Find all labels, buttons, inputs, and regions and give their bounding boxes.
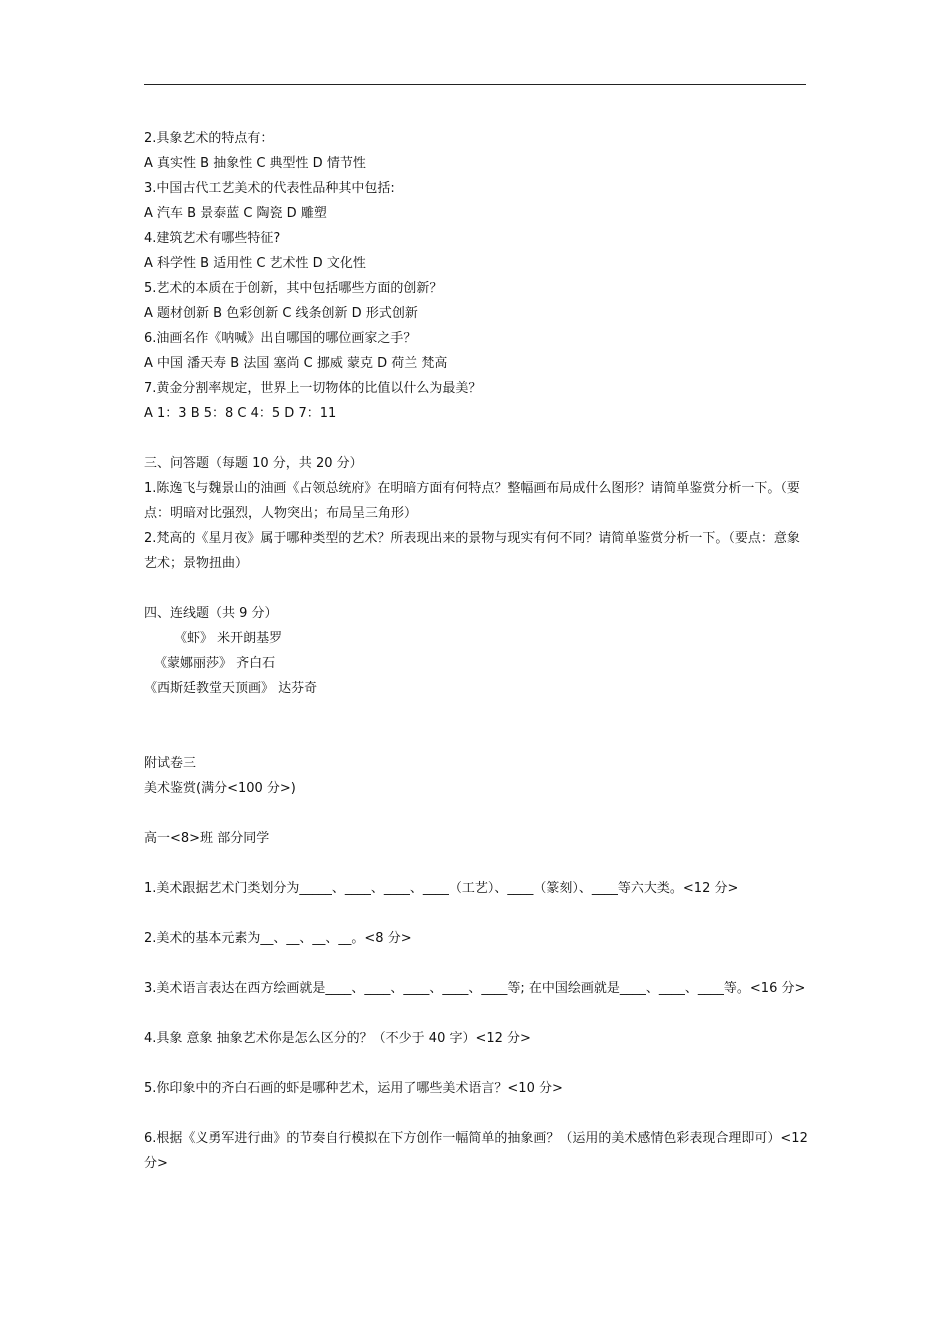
spacer — [144, 726, 808, 751]
question-7-options: A 1：3 B 5：8 C 4：5 D 7：11 — [144, 406, 337, 421]
spacer — [144, 851, 808, 876]
appendix-subtitle: 美术鉴赏(满分<100 分>) — [144, 781, 296, 796]
class-line: 高一<8>班 部分同学 — [144, 831, 270, 846]
spacer — [144, 1001, 808, 1026]
spacer — [144, 576, 808, 601]
matching-row-3: 《西斯廷教堂天顶画》 达芬奇 — [144, 681, 318, 696]
spacer — [144, 1051, 808, 1076]
appendix-question-1: 1.美术跟据艺术门类划分为_____、____、____、____（工艺）、____（篆刻）、____等六大类。<12 分> — [144, 881, 739, 896]
spacer — [144, 951, 808, 976]
document-body — [144, 126, 808, 1176]
header-rule — [144, 84, 806, 85]
question-2-options: A 真实性 B 抽象性 C 典型性 D 情节性 — [144, 156, 366, 171]
spacer — [144, 801, 808, 826]
appendix-question-6: 6.根据《义勇军进行曲》的节奏自行模拟在下方创作一幅简单的抽象画？（运用的美术感情色彩表现合理即可）<12 分> — [144, 1131, 808, 1171]
question-3: 3.中国古代工艺美术的代表性品种其中包括: — [144, 181, 395, 196]
spacer — [144, 1101, 808, 1126]
appendix-question-5: 5.你印象中的齐白石画的虾是哪种艺术，运用了哪些美术语言？<10 分> — [144, 1081, 563, 1096]
question-5-options: A 题材创新 B 色彩创新 C 线条创新 D 形式创新 — [144, 306, 418, 321]
question-4: 4.建筑艺术有哪些特征? — [144, 231, 281, 246]
appendix-question-3: 3.美术语言表达在西方绘画就是____、____、____、____、____等; 在中国绘画就是____、____、____等。<16 分> — [144, 981, 806, 996]
question-6-options: A 中国 潘天寿 B 法国 塞尚 C 挪威 蒙克 D 荷兰 梵高 — [144, 356, 448, 371]
question-6: 6.油画名作《呐喊》出自哪国的哪位画家之手？ — [144, 331, 417, 346]
spacer — [144, 426, 808, 451]
section-3-title: 三、问答题（每题 10 分，共 20 分） — [144, 456, 363, 471]
spacer — [144, 901, 808, 926]
question-5: 5.艺术的本质在于创新，其中包括哪些方面的创新？ — [144, 281, 443, 296]
spacer — [144, 701, 808, 726]
appendix-question-4: 4.具象 意象 抽象艺术你是怎么区分的？（不少于 40 字）<12 分> — [144, 1031, 531, 1046]
section-3-question-1: 1.陈逸飞与魏景山的油画《占领总统府》在明暗方面有何特点？整幅画布局成什么图形？请简单鉴赏分析一下。（要点：明暗对比强烈，人物突出；布局呈三角形） — [144, 481, 800, 521]
question-4-options: A 科学性 B 适用性 C 艺术性 D 文化性 — [144, 256, 366, 271]
question-7: 7.黄金分割率规定，世界上一切物体的比值以什么为最美？ — [144, 381, 482, 396]
question-3-options: A 汽车 B 景泰蓝 C 陶瓷 D 雕塑 — [144, 206, 327, 221]
section-3-question-2: 2.梵高的《星月夜》属于哪种类型的艺术？所表现出来的景物与现实有何不同？请简单鉴赏分析一下。（要点：意象艺术；景物扭曲） — [144, 531, 800, 571]
question-2: 2.具象艺术的特点有： — [144, 131, 274, 146]
appendix-title: 附试卷三 — [144, 756, 197, 771]
matching-row-1: 《虾》 米开朗基罗 — [174, 631, 283, 646]
matching-row-2: 《蒙娜丽莎》 齐白石 — [154, 656, 276, 671]
appendix-question-2: 2.美术的基本元素为__、__、__、__。<8 分> — [144, 931, 412, 946]
section-4-title: 四、连线题（共 9 分） — [144, 606, 278, 621]
